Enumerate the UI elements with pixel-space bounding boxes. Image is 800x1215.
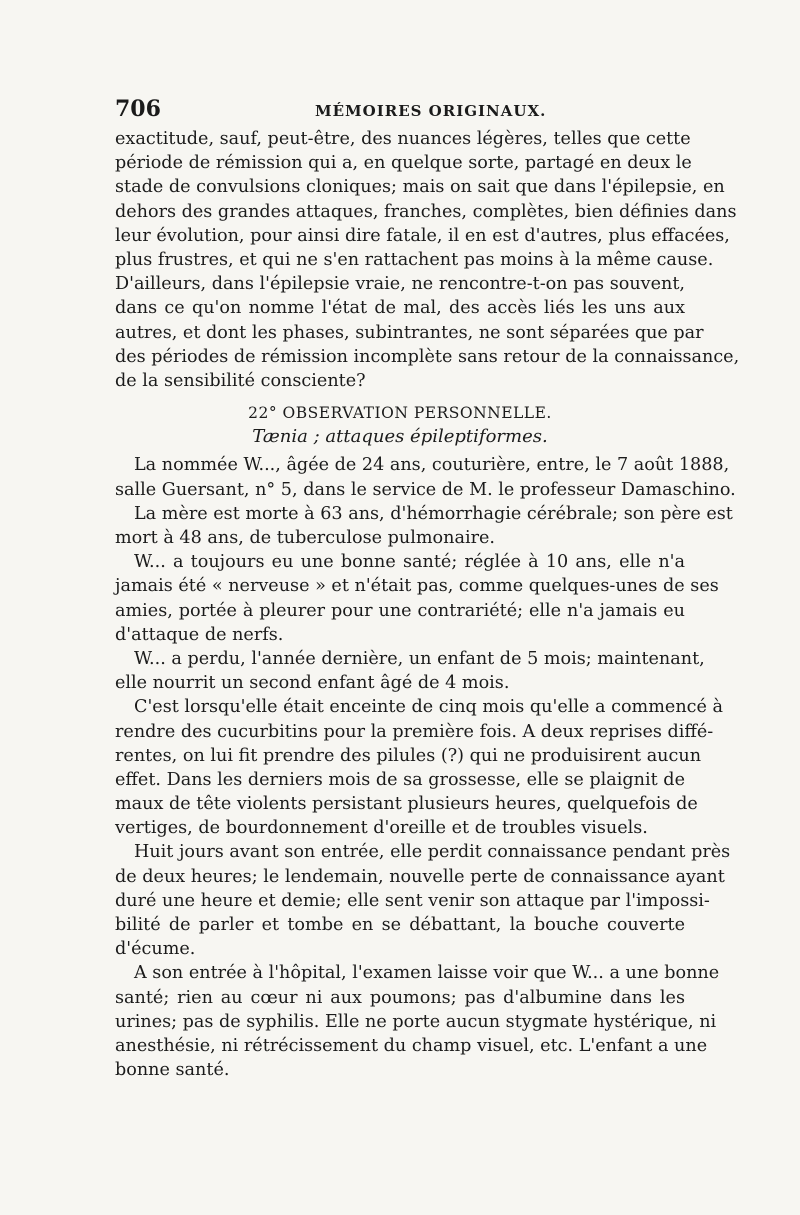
text-line: stade de convulsions cloniques; mais on sait que dans l'épilepsie, en — [115, 177, 725, 198]
text-line: anesthésie, ni rétrécissement du champ visuel, etc. L'enfant a une — [115, 1035, 708, 1056]
text-line: urines; pas de syphilis. Elle ne porte aucun stygmate hystérique, ni — [115, 1011, 717, 1032]
text-line: leur évolution, pour ainsi dire fatale, il en est d'autres, plus effacées, — [115, 225, 730, 246]
text-line: bonne santé. — [115, 1060, 230, 1081]
text-line: dehors des grandes attaques, franches, complètes, bien définies dans — [115, 201, 737, 222]
text-line: d'écume. — [115, 939, 196, 960]
text-line: vertiges, de bourdonnement d'oreille et de troubles visuels. — [115, 818, 648, 839]
text-line: rendre des cucurbitins pour la première fois. A deux reprises diffé- — [115, 721, 714, 742]
text-line: dans ce qu'on nomme l'état de mal, des accès liés les uns aux — [115, 298, 685, 319]
paragraph — [115, 550, 719, 647]
page-number: 706 — [115, 96, 161, 122]
text-line: duré une heure et demie; elle sent venir son attaque par l'impossi- — [115, 890, 710, 911]
running-head: MÉMOIRES ORIGINAUX. — [315, 102, 547, 120]
text-line: jamais été « nerveuse » et n'était pas, comme quelques-unes de ses — [115, 576, 719, 597]
page-header — [115, 96, 685, 126]
text-line: d'attaque de nerfs. — [115, 624, 284, 645]
text-line: période de rémission qui a, en quelque sorte, partagé en deux le — [115, 153, 692, 174]
observation-subtitle: Tænia ; attaques épileptiformes. — [252, 426, 548, 448]
text-line: W... a toujours eu une bonne santé; réglée à 10 ans, elle n'a — [134, 552, 685, 573]
text-line: rentes, on lui fit prendre des pilules (?) qui ne produisirent aucun — [115, 745, 702, 766]
text-line: mort à 48 ans, de tuberculose pulmonaire. — [115, 528, 495, 548]
text-line: salle Guersant, n° 5, dans le service de M. le professeur Damaschino. — [115, 479, 736, 500]
text-line: des périodes de rémission incomplète sans retour de la connaissance, — [115, 346, 740, 367]
paragraph — [115, 961, 720, 1082]
text-line: amies, portée à pleurer pour une contrariété; elle n'a jamais eu — [115, 600, 685, 621]
page-body — [115, 127, 740, 1082]
text-line: D'ailleurs, dans l'épilepsie vraie, ne rencontre-t-on pas souvent, — [115, 274, 685, 295]
text-line: C'est lorsqu'elle était enceinte de cinq mois qu'elle a commencé à — [134, 697, 724, 718]
text-line: La nommée W..., âgée de 24 ans, couturière, entre, le 7 août 1888, — [134, 455, 730, 476]
text-line: Huit jours avant son entrée, elle perdit connaissance pendant près — [134, 842, 731, 863]
text-line: santé; rien au cœur ni aux poumons; pas d'albumine dans les — [115, 987, 685, 1008]
text-line: elle nourrit un second enfant âgé de 4 mois. — [115, 673, 510, 694]
text-line: W... a perdu, l'année dernière, un enfant de 5 mois; maintenant, — [134, 648, 705, 669]
text-line: A son entrée à l'hôpital, l'examen laisse voir que W... a une bonne — [134, 963, 720, 984]
observation-heading: 22° OBSERVATION PERSONNELLE. — [248, 404, 552, 423]
paragraph — [115, 453, 736, 501]
paragraph — [115, 502, 733, 550]
paragraph — [115, 695, 724, 840]
text-line: La mère est morte à 63 ans, d'hémorrhagie cérébrale; son père est — [134, 503, 733, 524]
paragraph — [115, 840, 731, 961]
text-line: autres, et dont les phases, subintrantes, ne sont séparées que par — [115, 322, 704, 343]
text-line: exactitude, sauf, peut-être, des nuances légères, telles que cette — [115, 129, 691, 149]
text-line: maux de tête violents persistant plusieurs heures, quelquefois de — [115, 794, 698, 815]
text-line: effet. Dans les derniers mois de sa grossesse, elle se plaignit de — [115, 769, 685, 790]
paragraph — [115, 647, 705, 695]
text-line: de la sensibilité consciente? — [115, 370, 366, 391]
text-line: bilité de parler et tombe en se débattant, la bouche couverte — [115, 915, 685, 935]
intro-paragraph — [115, 127, 740, 393]
text-line: de deux heures; le lendemain, nouvelle perte de connaissance ayant — [115, 866, 725, 887]
text-line: plus frustres, et qui ne s'en rattachent pas moins à la même cause. — [115, 249, 714, 270]
